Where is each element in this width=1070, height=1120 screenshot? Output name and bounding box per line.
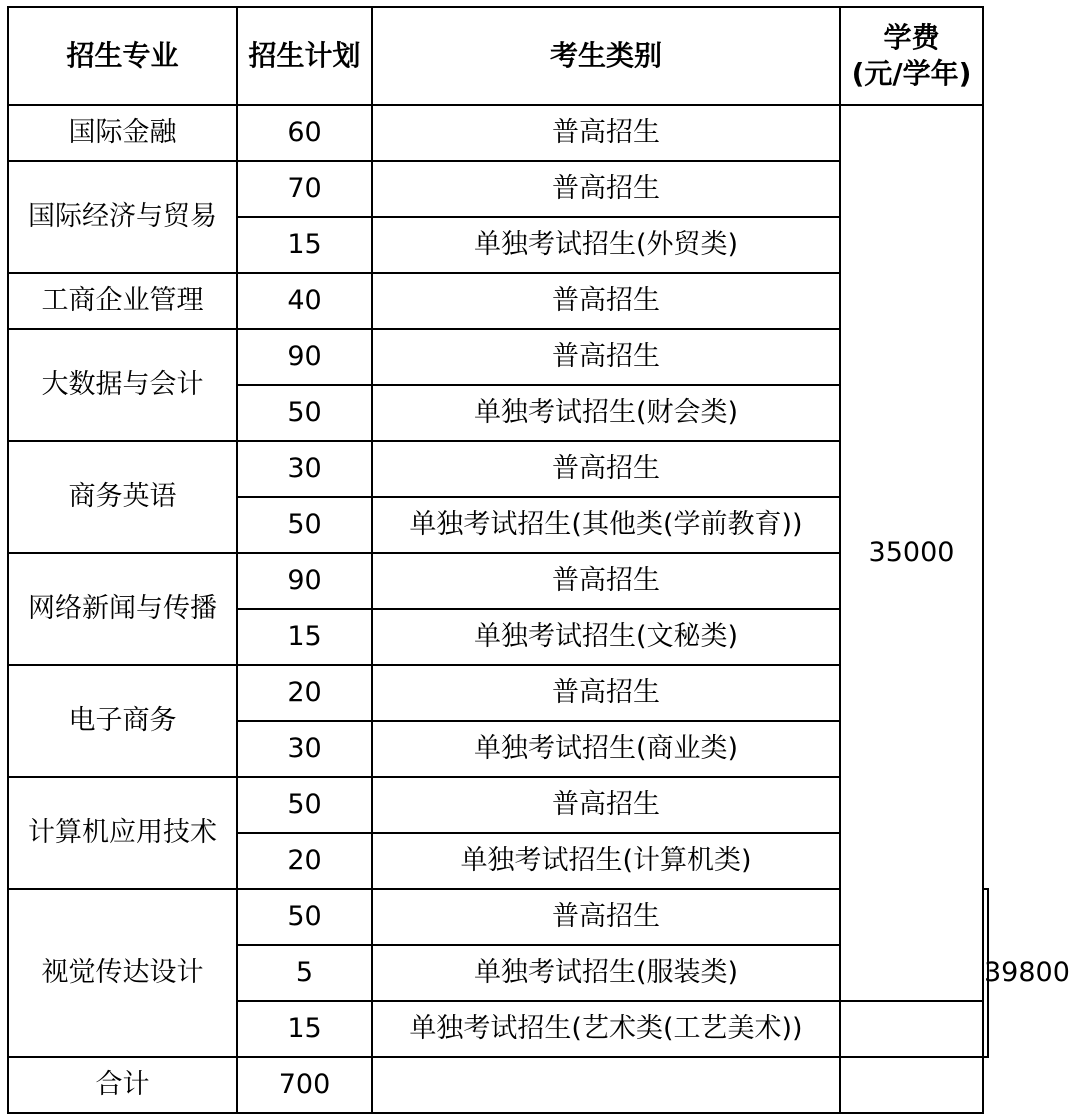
plan-count: 50 <box>237 889 372 945</box>
total-row <box>8 1057 988 1113</box>
plan-count: 15 <box>237 609 372 665</box>
fee-cell: 39800 <box>983 889 988 1057</box>
major-name: 计算机应用技术 <box>8 777 237 889</box>
plan-count: 90 <box>237 329 372 385</box>
header-fee <box>840 7 983 105</box>
plan-count: 15 <box>237 217 372 273</box>
header-row <box>8 7 988 105</box>
student-category: 单独考试招生(文秘类) <box>372 609 840 665</box>
major-name: 电子商务 <box>8 665 237 777</box>
plan-count: 40 <box>237 273 372 329</box>
table-row <box>8 105 988 161</box>
student-category: 普高招生 <box>372 665 840 721</box>
total-fee <box>840 1057 983 1113</box>
major-name: 视觉传达设计 <box>8 889 237 1057</box>
fee-cell: 35000 <box>840 105 983 1001</box>
major-name: 工商企业管理 <box>8 273 237 329</box>
total-plan: 700 <box>237 1057 372 1113</box>
total-category <box>372 1057 840 1113</box>
plan-count: 15 <box>237 1001 372 1057</box>
major-name: 大数据与会计 <box>8 329 237 441</box>
plan-count: 50 <box>237 497 372 553</box>
total-label: 合计 <box>8 1057 237 1113</box>
student-category: 单独考试招生(计算机类) <box>372 833 840 889</box>
plan-count: 60 <box>237 105 372 161</box>
header-category: 考生类别 <box>372 7 840 105</box>
major-name: 网络新闻与传播 <box>8 553 237 665</box>
student-category: 单独考试招生(其他类(学前教育)) <box>372 497 840 553</box>
plan-count: 50 <box>237 385 372 441</box>
plan-count: 30 <box>237 441 372 497</box>
plan-count: 30 <box>237 721 372 777</box>
plan-count: 20 <box>237 665 372 721</box>
student-category: 普高招生 <box>372 441 840 497</box>
student-category: 普高招生 <box>372 273 840 329</box>
header-fee-line2: (元/学年) <box>851 57 972 90</box>
student-category: 普高招生 <box>372 777 840 833</box>
plan-count: 50 <box>237 777 372 833</box>
student-category: 单独考试招生(财会类) <box>372 385 840 441</box>
student-category: 普高招生 <box>372 105 840 161</box>
student-category: 普高招生 <box>372 161 840 217</box>
major-name: 商务英语 <box>8 441 237 553</box>
major-name: 国际经济与贸易 <box>8 161 237 273</box>
student-category: 单独考试招生(服装类) <box>372 945 840 1001</box>
header-fee-line1: 学费 <box>883 21 940 54</box>
enrollment-table <box>7 6 1070 1114</box>
student-category: 单独考试招生(商业类) <box>372 721 840 777</box>
plan-count: 20 <box>237 833 372 889</box>
plan-count: 70 <box>237 161 372 217</box>
student-category: 普高招生 <box>372 889 840 945</box>
header-major: 招生专业 <box>8 7 237 105</box>
student-category: 单独考试招生(外贸类) <box>372 217 840 273</box>
student-category: 普高招生 <box>372 329 840 385</box>
plan-count: 90 <box>237 553 372 609</box>
student-category: 单独考试招生(艺术类(工艺美术)) <box>372 1001 840 1057</box>
student-category: 普高招生 <box>372 553 840 609</box>
plan-count: 5 <box>237 945 372 1001</box>
header-plan: 招生计划 <box>237 7 372 105</box>
major-name: 国际金融 <box>8 105 237 161</box>
